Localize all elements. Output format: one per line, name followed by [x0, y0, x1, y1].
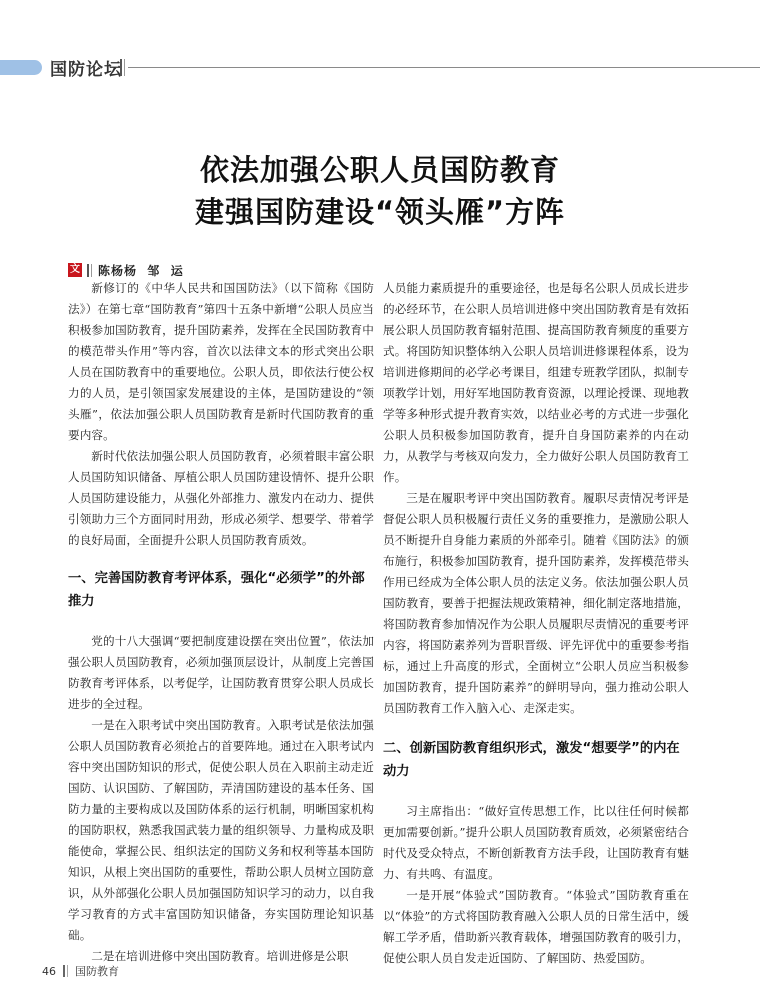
page-number: 46: [42, 964, 56, 978]
paragraph: 一是开展“体验式”国防教育。“体验式”国防教育重在以“体验”的方式将国防教育融入公职人员的日常生活中，缓解工学矛盾，借助新兴教育载体，增强国防教育的吸引力，促使公职人员自发走近国防、了解国防、热爱国防。: [383, 888, 689, 965]
paragraph: 新修订的《中华人民共和国国防法》（以下简称《国防法》）在第七章“国防教育”第四十五条中新增“公职人员应当积极参加国防教育，提升国防素养，发挥在全民国防教育中的模范带头作用”等内容，首次以法律文本的形式突出公职人员在国防教育中的重要地位。公职人员，即依法行使公权力的人员，是引领国家发展建设的主体，是国防建设的“领头雁”，依法加强公职人员国防教育是新时代国防教育的重要内容。: [68, 281, 374, 442]
section-tab-decoration: [0, 60, 42, 75]
paragraph: 党的十八大强调“要把制度建设摆在突出位置”，依法加强公职人员国防教育，必须加强顶层设计，从制度上完善国防教育考评体系，以考促学，让国防教育贯穿公职人员成长进步的全过程。: [68, 634, 374, 711]
article-title-line-1: 依法加强公职人员国防教育: [199, 153, 560, 187]
page-footer: [42, 963, 119, 979]
footer-separator: [63, 965, 68, 977]
header-rule: [128, 67, 760, 68]
paragraph: 二是在培训进修中突出国防教育。培训进修是公职: [91, 949, 349, 963]
paragraph: 三是在履职考评中突出国防教育。履职尽责情况考评是督促公职人员积极履行责任义务的重要推力，是激励公职人员不断提升自身能力素质的外部牵引。随着《国防法》的颁布施行，积极参加国防教育，提升国防素养，发挥模范带头作用已经成为全体公职人员的法定义务。依法加强公职人员国防教育，要善于把握法规政策精神，细化制定落地措施，将国防教育参加情况作为公职人员履职尽责情况的重要考评内容，将国防素养列为晋职晋级、评先评优中的重要参考指标，通过上升高度的形式，全面树立“公职人员应当积极参加国防教育，提升国防素养”的鲜明导向，强力推动公职人员国防教育工作入脑入心、走深走实。: [383, 491, 689, 715]
section-heading-2: 二、创新国防教育组织形式，激发“想要学”的内在动力: [383, 741, 680, 779]
paragraph: 人员能力素质提升的重要途径，也是每名公职人员成长进步的必经环节，在公职人员培训进修中突出国防教育是有效拓展公职人员国防教育辐射范围、提高国防教育频度的重要方式。将国防知识整体纳入公职人员培训进修课程体系，设为培训进修期间的必学必考课目，组建专班教学团队，拟制专项教学计划，用好军地国防教育资源，以理论授课、现地教学等多种形式提升教育实效，以结业必考的方式进一步强化公职人员积极参加国防教育，提升自身国防素养的内在动力，从教学与考核双向发力，全力做好公职人员国防教育工作。: [383, 281, 689, 484]
paragraph: 一是在入职考试中突出国防教育。入职考试是依法加强公职人员国防教育必须抢占的首要阵地。通过在入职考试内容中突出国防知识的形式，促使公职人员在入职前主动走近国防、认识国防、了解国防，弄清国防建设的基本任务、国防力量的主要构成以及国防体系的运行机制，明晰国家机构的国防职权，熟悉我国武装力量的组织领导、力量构成及职能使命，掌握公民、组织法定的国防义务和权利等基本国防知识，从根上突出国防的重要性，帮助公职人员树立国防意识，从外部强化公职人员加强国防知识学习的动力，以自我学习教育的方式丰富国防知识储备，夯实国防理论知识基础。: [68, 718, 374, 942]
author-names: 陈杨杨 邹 运: [98, 263, 184, 278]
section-separator: [120, 59, 125, 76]
right-column: [383, 278, 689, 969]
left-column: [68, 278, 374, 967]
section-title: 国防论坛: [50, 60, 122, 80]
section-header: [0, 52, 760, 82]
paragraph: 习主席指出：“做好宣传思想工作，比以往任何时候都更加需要创新。”提升公职人员国防教育质效，必须紧密结合时代及受众特点，不断创新教育方法手段，让国防教育有魅力、有共鸣、有温度。: [383, 804, 689, 881]
journal-name: 国防教育: [75, 965, 119, 978]
author-mark-icon: 文: [70, 264, 80, 275]
section-heading-1: 一、完善国防教育考评体系，强化“必须学”的外部推力: [68, 571, 365, 609]
paragraph: 新时代依法加强公职人员国防教育，必须着眼丰富公职人员国防知识储备、厚植公职人员国防建设情怀、提升公职人员国防建设能力，从强化外部推力、激发内在动力、提供引领助力三个方面同时用劲，形成必须学、想要学、带着学的良好局面，全面提升公职人员国防教育质效。: [68, 449, 374, 547]
byline-separator: [87, 264, 92, 277]
article-title-line-2: 建强国防建设“领头雁”方阵: [194, 195, 566, 229]
byline: [68, 262, 184, 278]
